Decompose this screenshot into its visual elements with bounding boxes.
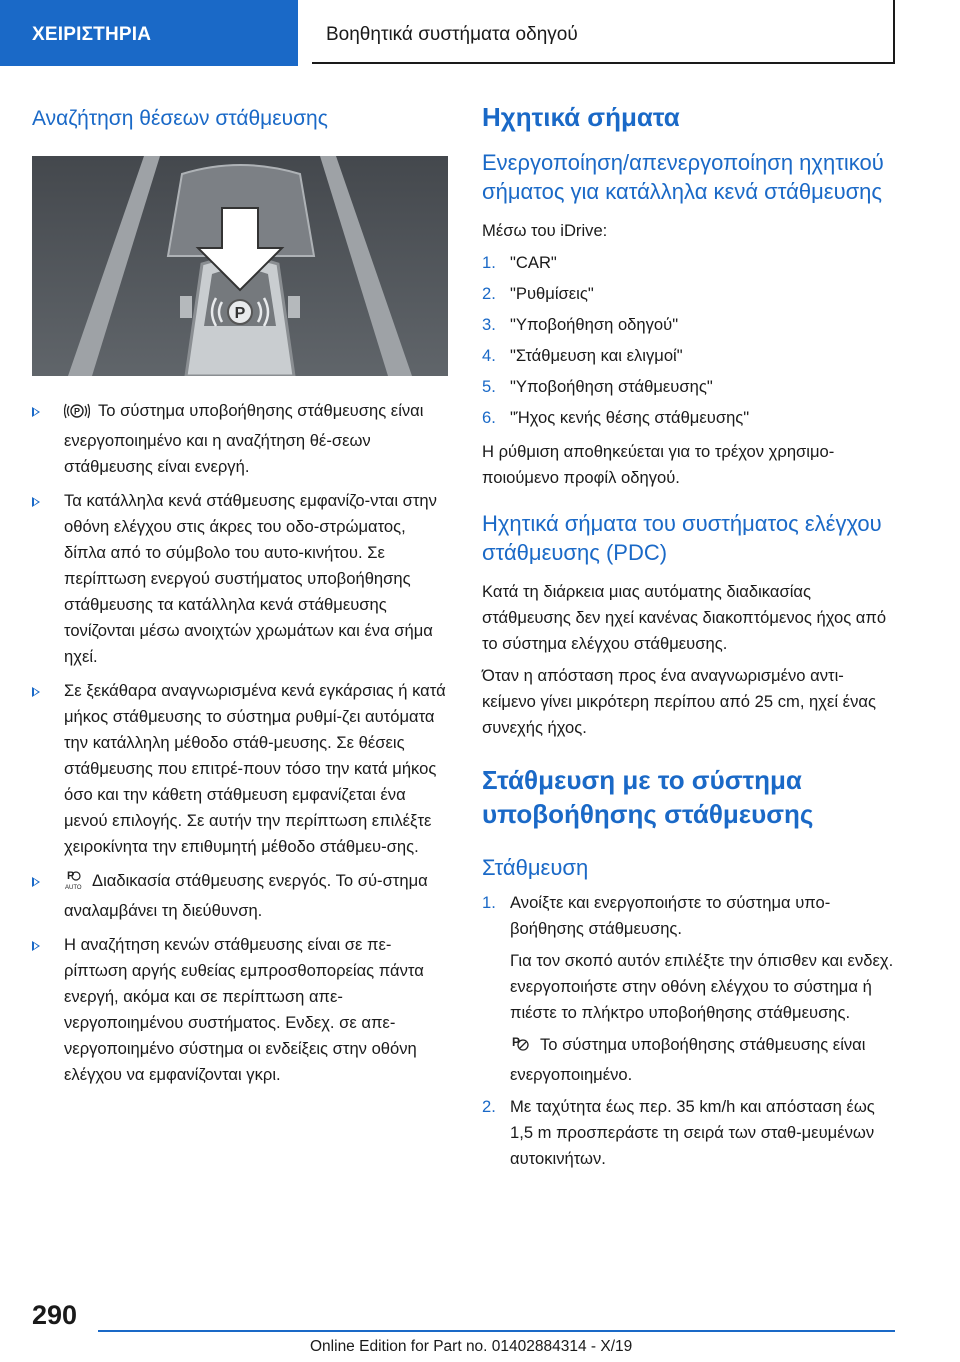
- heading-pdc-signals: Ηχητικά σήματα του συστήματος ελέγχου στάθμευσης (PDC): [482, 511, 882, 565]
- left-column: [32, 100, 448, 1096]
- svg-text:AUTO: AUTO: [65, 885, 82, 890]
- list-item: [482, 343, 894, 369]
- list-item: [32, 678, 448, 860]
- step-detail-icon-line: [510, 1032, 894, 1088]
- parking-search-illustration: [32, 156, 448, 376]
- list-item: [482, 890, 894, 1088]
- step-number: 6.: [482, 408, 496, 427]
- parking-steps: [482, 890, 894, 1172]
- idrive-steps: [482, 250, 894, 431]
- p-symbol: P: [234, 305, 246, 322]
- list-item: [482, 1094, 894, 1172]
- profile-saved-text: Η ρύθμιση αποθηκεύεται για το τρέχον χρησιμο-ποιούμενο προφίλ οδηγού.: [482, 442, 835, 487]
- list-item: [482, 250, 894, 276]
- step-text: "Υποβοήθηση οδηγού": [510, 315, 679, 334]
- parking-assist-icon: [510, 1034, 532, 1062]
- list-item: [482, 405, 894, 431]
- step-number: 1.: [482, 253, 496, 272]
- step-text: "Ρυθμίσεις": [510, 284, 594, 303]
- svg-text:P: P: [67, 870, 75, 882]
- auto-steering-icon: [64, 868, 84, 898]
- bullet-triangle-icon: [32, 497, 40, 507]
- pdc-paragraph-1: Κατά τη διάρκεια μιας αυτόματης διαδικασίας στάθμευσης δεν ηχεί κανένας διακοπτόμενος ήχος από το σύστημα ελέγχου στάθμευσης.: [482, 582, 887, 653]
- car-display-graphic: [32, 156, 448, 376]
- svg-text:P: P: [512, 1035, 521, 1049]
- bullet-text: Η αναζήτηση κενών στάθμευσης είναι σε πε-ρίπτωση αργής ευθείας εμπροσθοπορείας πάντα ενεργή, ακόμα και σε περίπτωση απε-νεργοποιημένου συστήματος. Ενδεχ. σε απε-νεργοποιημένο σύστημα οι ενδείξεις στην οθόνη ελέγχου να εμφανίζονται γκρι.: [64, 935, 424, 1084]
- parking-search-bullets: [32, 398, 448, 1088]
- section-title: Βοηθητικά συστήματα οδηγού: [312, 0, 895, 64]
- bullet-triangle-icon: [32, 687, 40, 697]
- page-header: [0, 0, 960, 66]
- bullet-text: Το σύστημα υποβοήθησης στάθμευσης είναι ενεργοποιημένο και η αναζήτηση θέ-σεων στάθμευσης είναι ενεργή.: [64, 401, 424, 476]
- step-text: "CAR": [510, 253, 557, 272]
- heading-parking: Στάθμευση: [482, 855, 589, 880]
- bullet-triangle-icon: [32, 877, 40, 887]
- bullet-triangle-icon: [32, 941, 40, 951]
- right-column: [482, 100, 894, 1180]
- step-number: 1.: [482, 893, 496, 912]
- svg-text:P: P: [73, 406, 81, 417]
- list-item: [32, 932, 448, 1088]
- step-text: Με ταχύτητα έως περ. 35 km/h και απόσταση έως 1,5 m προσπεράστε τη σειρά των σταθ-μευμένων αυτοκινήτων.: [510, 1097, 875, 1168]
- list-item: [482, 312, 894, 338]
- bullet-text: Σε ξεκάθαρα αναγνωρισμένα κενά εγκάρσιας ή κατά μήκος στάθμευσης το σύστημα ρυθμί-ζει αυτόματα την κατάλληλη μέθοδο στάθ-μευσης. Σε θέσεις στάθμευσης που επιτρέ-πουν τόσο την κατά μήκος όσο και την κάθετη στάθμευση εμφανίζεται ένα μενού επιλογής. Σε αυτήν την περίπτωση επιλέξτε χειροκίνητα την επιθυμητή μέθοδο στάθμευ-σης.: [64, 681, 446, 856]
- page-number: 290: [32, 1300, 78, 1330]
- step-number: 2.: [482, 284, 496, 303]
- heading-parking-search: Αναζήτηση θέσεων στάθμευσης: [32, 107, 328, 130]
- step-detail: Για τον σκοπό αυτόν επιλέξτε την όπισθεν και ενδεχ. ενεργοποιήστε στην οθόνη ελέγχου το σύστημα ή πιέστε το πλήκτρο υποβοήθησης στάθμευσης.: [510, 951, 894, 1022]
- step-text: "Ήχος κενής θέσης στάθμευσης": [510, 408, 750, 427]
- heading-parking-with-assist: Στάθμευση με το σύστημα υποβοήθησης στάθμευσης: [482, 765, 814, 829]
- footer-edition: Online Edition for Part no. 01402884314 - X/19: [310, 1338, 633, 1355]
- bullet-text: Τα κατάλληλα κενά στάθμευσης εμφανίζο-νται στην οθόνη ελέγχου στις άκρες του οδο-στρώματος, δίπλα από το σύμβολο του αυτο-κινήτου. Σε περίπτωση ενεργού συστήματος υποβοήθησης στάθμευσης τα κατάλληλα κενά στάθμευσης τονίζονται μέσω ανοιχτών χρωμάτων και ένα σήμα ηχεί.: [64, 491, 437, 666]
- list-item: [482, 374, 894, 400]
- list-item: [32, 398, 448, 480]
- list-item: [32, 488, 448, 670]
- parking-sound-icon: [64, 402, 90, 428]
- step-number: 5.: [482, 377, 496, 396]
- step-number: 3.: [482, 315, 496, 334]
- via-idrive-text: Μέσω του iDrive:: [482, 221, 608, 240]
- footer-divider: [98, 1330, 895, 1332]
- bullet-text: Διαδικασία στάθμευσης ενεργός. Το σύ-στημα αναλαμβάνει τη διεύθυνση.: [64, 871, 428, 920]
- heading-toggle-sound: Ενεργοποίηση/απενεργοποίηση ηχητικού σήματος για κατάλληλα κενά στάθμευσης: [482, 150, 884, 204]
- step-number: 2.: [482, 1097, 496, 1116]
- heading-sound-signals: Ηχητικά σήματα: [482, 102, 680, 132]
- step-text: "Υποβοήθηση στάθμευσης": [510, 377, 713, 396]
- step-number: 4.: [482, 346, 496, 365]
- pdc-paragraph-2: Όταν η απόσταση προς ένα αναγνωρισμένο αντι-κείμενο γίνει μικρότερη περίπου από 25 cm, ηχεί ένας συνεχής ήχος.: [482, 666, 876, 737]
- step-detail-text: Το σύστημα υποβοήθησης στάθμευσης είναι ενεργοποιημένο.: [510, 1035, 866, 1084]
- step-text: "Στάθμευση και ελιγμοί": [510, 346, 683, 365]
- list-item: [482, 281, 894, 307]
- chapter-tab: ΧΕΙΡΙΣΤΗΡΙΑ: [0, 0, 298, 66]
- bullet-triangle-icon: [32, 407, 40, 417]
- step-text: Ανοίξτε και ενεργοποιήστε το σύστημα υπο-βοήθησης στάθμευσης.: [510, 893, 831, 938]
- list-item: [32, 868, 448, 924]
